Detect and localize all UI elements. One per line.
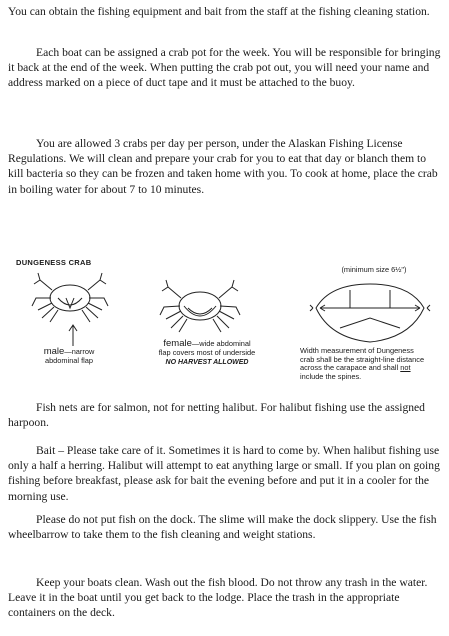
- male-crab-illustration: [30, 268, 110, 328]
- female-label: female: [163, 338, 192, 349]
- female-warning: NO HARVEST ALLOWED: [165, 359, 249, 367]
- paragraph-equipment: You can obtain the fishing equipment and bait from the staff at the fishing cleaning station.: [8, 5, 430, 18]
- female-caption: [144, 340, 270, 368]
- paragraph-boats-clean: Keep your boats clean. Wash out the fish blood. Do not throw any trash in the water. Leave it in the boat until you get back to the lodge. Place the trash in the appropriate containers on the deck.: [8, 576, 428, 620]
- dungeness-crab-figure: [0, 258, 449, 386]
- male-desc-1: —narrow: [64, 347, 95, 356]
- paragraph-crab-limit: You are allowed 3 crabs per day per person, under the Alaskan Fishing License Regulations. We will clean and prepare your crab for you to eat that day or blanch them to kill bacteria so they can be frozen and taken home with you. To cook at home, place the crab in boiling water for about 7 to 10 minutes.: [8, 137, 438, 196]
- female-desc-2: flap covers most of underside: [158, 347, 256, 357]
- paragraph-fish-nets: Fish nets are for salmon, not for netting halibut. For halibut fishing use the assigned harpoon.: [8, 401, 425, 430]
- paragraph-dock: Please do not put fish on the dock. The slime will make the dock slippery. Use the fish wheelbarrow to take them to the fish cleaning and weight stations.: [8, 513, 437, 542]
- measurement-line-2: crab shall be the straight-line distance: [300, 354, 425, 364]
- paragraph-crab-pot: Each boat can be assigned a crab pot for the week. You will be responsible for bringing it back at the end of the week. When putting the crab pot out, you will need your name and address marked on a piece of duct tape and it must be attached to the buoy.: [8, 46, 441, 90]
- measurement-not: not: [400, 363, 411, 373]
- female-crab-illustration: [158, 276, 242, 340]
- figure-title: DUNGENESS CRAB: [16, 258, 92, 267]
- male-desc-2: abdominal flap: [44, 355, 94, 365]
- measurement-line-4: include the spines.: [300, 371, 362, 381]
- arrow-up-icon: [68, 324, 78, 346]
- minimum-size-label: (minimum size 6½"): [341, 265, 407, 274]
- carapace-measurement-diagram: [310, 278, 430, 348]
- measurement-line-3: across the carapace and shall: [300, 363, 399, 373]
- measurement-line-1: Width measurement of Dungeness: [300, 346, 414, 355]
- female-desc-1: —wide abdominal: [191, 339, 251, 348]
- paragraph-bait: Bait – Please take care of it. Sometimes it is hard to come by. When halibut fishing use only a half a herring. Halibut will attempt to eat anything large or small. If you plan on going fishing before breakfast, please ask for bait the evening before and put it in a cooler for the morning use.: [8, 444, 440, 503]
- male-caption: [14, 348, 124, 365]
- measurement-caption: [300, 347, 445, 381]
- male-label: male: [43, 346, 65, 357]
